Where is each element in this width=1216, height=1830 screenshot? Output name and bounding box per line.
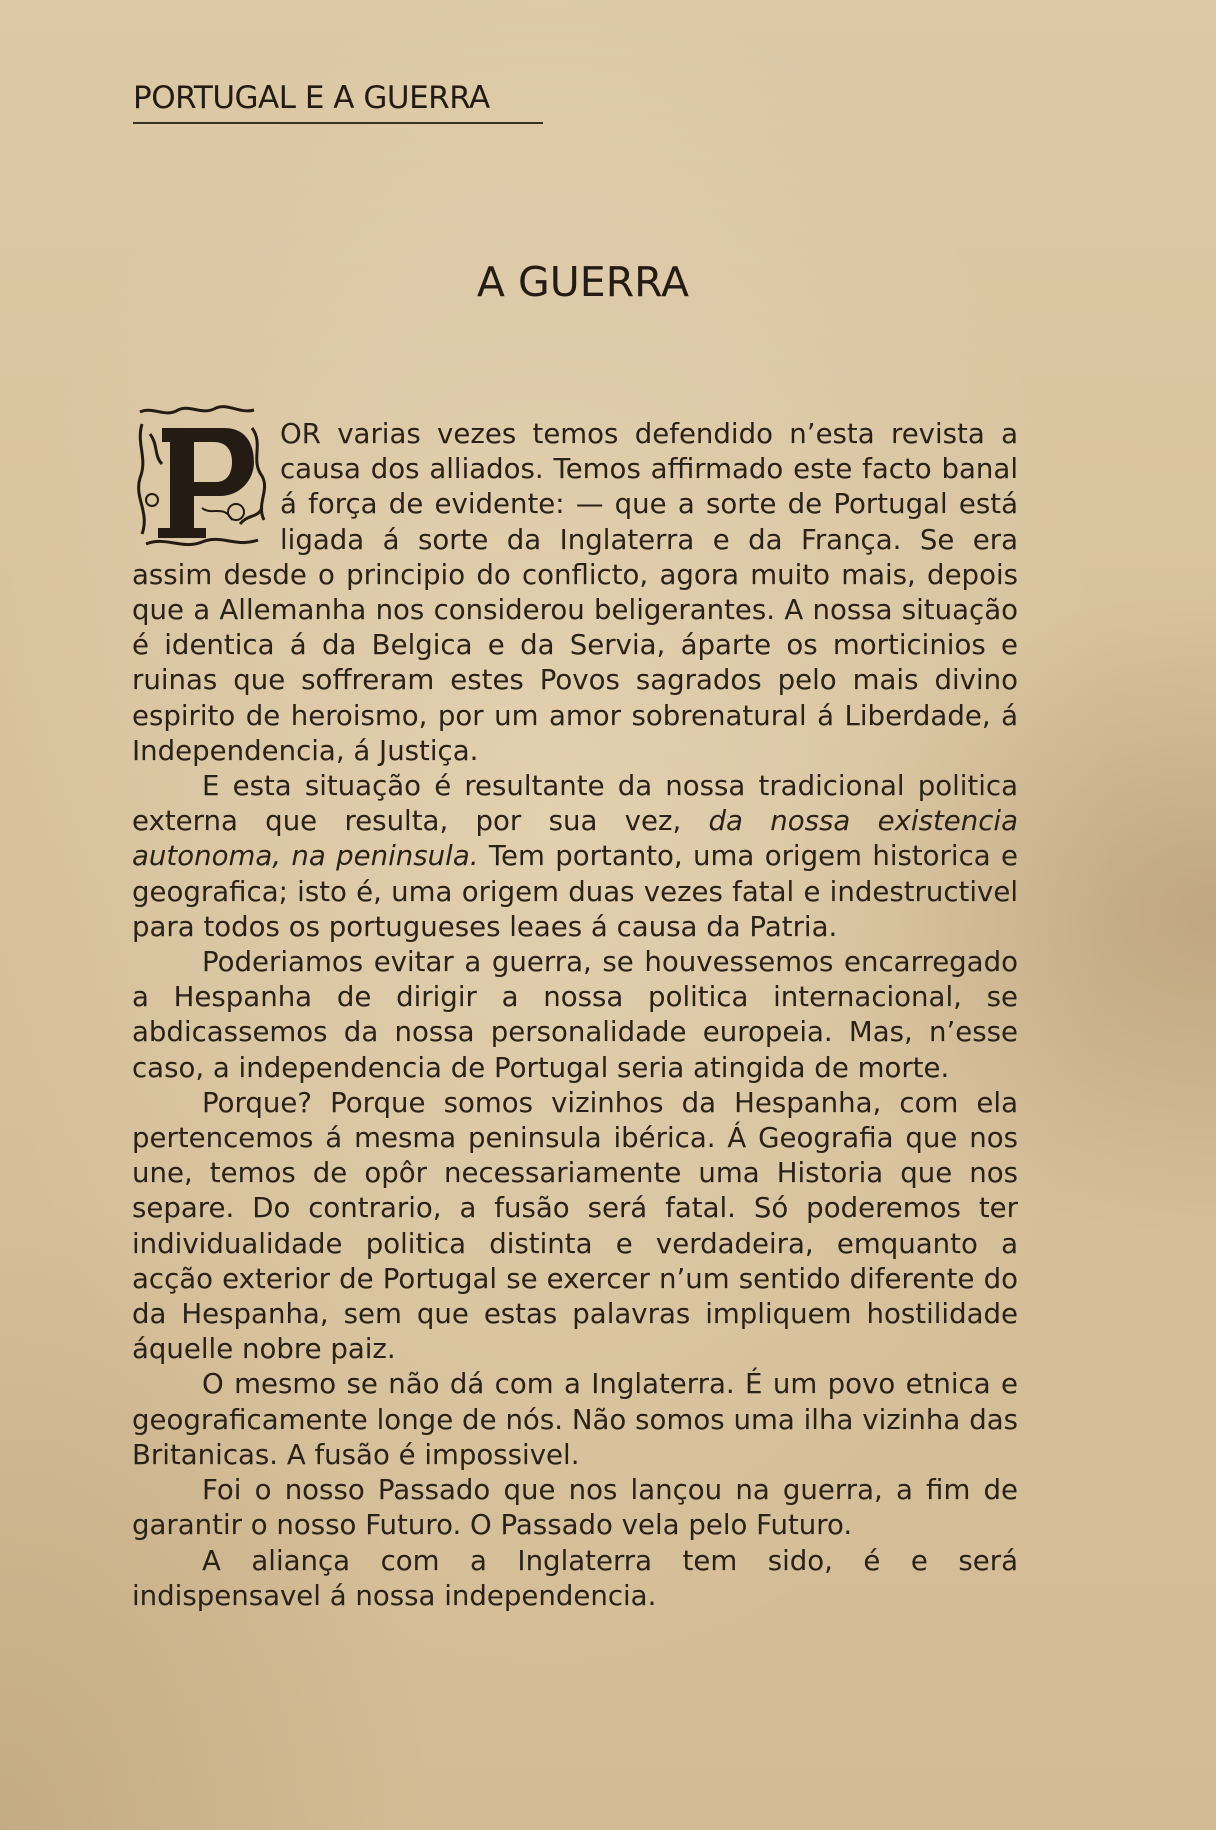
paragraph-7: A aliança com a Inglaterra tem sido, é e será indispensavel á nossa independencia.: [132, 1543, 1018, 1612]
dropcap-letter: P: [196, 548, 197, 549]
article-body: [132, 416, 1018, 1613]
paragraph-6: Foi o nosso Passado que nos lançou na guerra, a fim de garantir o nosso Futuro. O Passado vela pelo Futuro.: [132, 1473, 1018, 1542]
paragraph-1: [132, 416, 1018, 768]
running-head: PORTUGAL E A GUERRA: [133, 80, 543, 124]
paragraph-1-text: OR varias vezes temos defendido n’esta revista a causa dos alliados. Temos affirmado este facto banal á força de evidente: — que a sorte de Portugal está ligada á sorte da Inglaterra e da França. Se era assim desde o principio do conflicto, agora muito mais, depois que a Allemanha nos considerou beligerantes. A nossa situação é identica á da Belgica e da Servia, áparte os morticinios e ruinas que soffreram estes Povos sagrados pelo mais divino espirito de heroismo, por um amor sobrenatural á Liberdade, á Independencia, á Justiça.: [132, 417, 1018, 767]
paragraph-4: Porque? Porque somos vizinhos da Hespanha, com ela pertencemos á mesma peninsula ibérica. Á Geografia que nos une, temos de opôr necessariamente uma Historia que nos separe. Do contrario, a fusão será fatal. Só poderemos ter individualidade politica distinta e verdadeira, emquanto a acção exterior de Portugal se exercer n’um sentido diferente do da Hespanha, sem que estas palavras impliquem hostilidade áquelle nobre paiz.: [132, 1085, 1018, 1366]
paragraph-2: [132, 768, 1018, 944]
ornamental-dropcap: [132, 404, 272, 552]
paragraph-3: Poderiamos evitar a guerra, se houvessemos encarregado a Hespanha de dirigir a nossa politica internacional, se abdicassemos da nossa personalidade europeia. Mas, n’esse caso, a independencia de Portugal seria atingida de morte.: [132, 945, 1018, 1084]
chapter-title: A GUERRA: [476, 258, 690, 306]
paragraph-2-text-b: Tem portanto, uma origem historica e geografica; isto é, uma origem duas vezes fatal e indestructivel para todos os portugueses leaes á causa da Patria.: [132, 839, 1018, 943]
paragraph-2-text-a: E esta situação é resultante da nossa tradicional politica externa que resulta, por sua vez,: [132, 769, 1018, 838]
paragraph-5: O mesmo se não dá com a Inglaterra. É um povo etnica e geograficamente longe de nós. Não somos uma ilha vizinha das Britanicas. A fusão é impossivel.: [132, 1367, 1018, 1471]
paragraph-2-italic: da nossa existencia autonoma, na peninsula.: [132, 804, 1018, 873]
